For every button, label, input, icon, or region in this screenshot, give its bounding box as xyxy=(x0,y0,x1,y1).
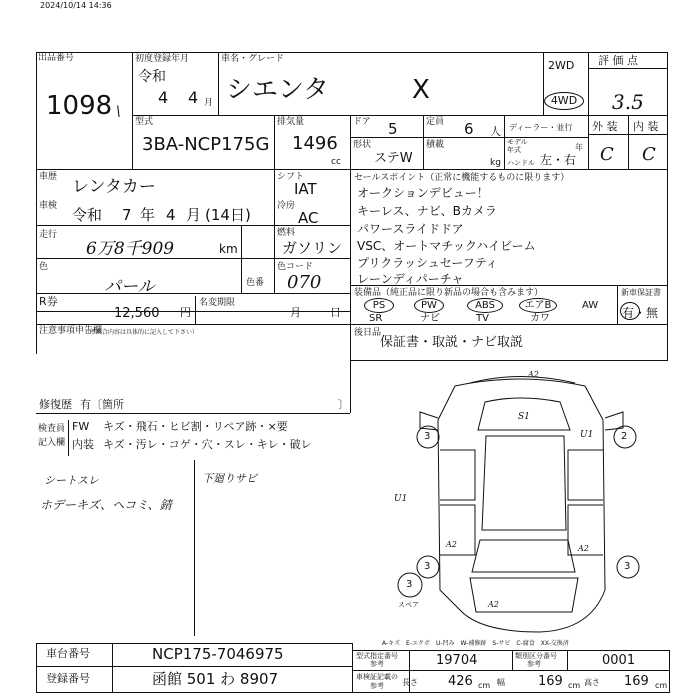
dim-label: 車検証記載の xyxy=(356,673,398,681)
first-reg-month: 4 xyxy=(188,88,199,107)
mark-right: U1 xyxy=(580,430,594,440)
note-under: 下廻りサビ xyxy=(202,472,257,485)
exterior-label: 外 装 xyxy=(592,120,618,133)
color-value: パール xyxy=(104,277,155,297)
model-year-label1: モデル xyxy=(507,138,528,146)
interior-row-value: キズ・汚レ・コゲ・穴・スレ・キレ・破レ xyxy=(103,438,312,451)
spare-wheel-text: 3 xyxy=(406,579,413,590)
name-change-month: 月 xyxy=(290,306,301,319)
color-code-label: 色コード xyxy=(277,262,314,272)
displacement-label: 排気量 xyxy=(277,117,305,127)
equip-aw: AW xyxy=(582,300,599,311)
mileage-unit: km xyxy=(219,242,238,256)
exterior-grade: C xyxy=(600,144,614,165)
color-code: 070 xyxy=(287,272,322,293)
caution-note: （不具合内容は具体的に記入して下さい） xyxy=(84,329,199,336)
displacement-value: 1496 xyxy=(292,133,338,154)
wheel-rl-text: 3 xyxy=(424,561,431,572)
lot-tick: \ xyxy=(116,104,121,120)
later-items-value: 保証書・取説・ナビ取説 xyxy=(380,335,524,350)
recycle-label: R券 xyxy=(39,295,58,308)
handle-value: 左・右 xyxy=(540,153,577,167)
mark-rear: A2 xyxy=(488,600,499,609)
width-value: 169 xyxy=(538,674,563,689)
damage-legend: A-キズ E-エクボ U-凹み W-補修跡 S-サビ C-腐食 XX-交換済 xyxy=(382,640,569,647)
door-label: ドア xyxy=(353,117,371,127)
repair-history-value: 有〔箇所 xyxy=(80,398,124,411)
chassis-value: NCP175-7046975 xyxy=(152,645,284,663)
new-warranty-label: 新車保証書 xyxy=(621,288,661,297)
mark-rear-left: A2 xyxy=(446,540,457,549)
shift-label: シフト xyxy=(277,172,305,182)
capacity-unit: 人 xyxy=(490,125,501,138)
inspection-era: 令和 xyxy=(72,206,103,224)
mark-rear-right: A2 xyxy=(578,544,589,553)
spare-label: スペア xyxy=(398,601,419,609)
car-name-label: 車名・グレード xyxy=(221,54,285,64)
model-value: 3BA-NCP175G xyxy=(142,134,270,155)
class-ref: 参考 xyxy=(527,660,541,668)
timestamp: 2024/10/14 14:36 xyxy=(40,1,112,10)
capacity-label: 定員 xyxy=(426,117,445,127)
interior-grade: C xyxy=(642,144,656,165)
interior-row-label: 内装 xyxy=(72,438,94,451)
mark-front: A2 xyxy=(528,370,539,379)
model-label: 型式 xyxy=(135,117,154,127)
registration-label: 登録番号 xyxy=(46,672,90,685)
name-change-label: 名変期限 xyxy=(199,298,236,308)
car-grade: X xyxy=(412,75,430,105)
width-label: 幅 xyxy=(497,678,505,687)
sales-point-item: プリクラッシュセーフティ xyxy=(357,256,498,270)
caution-label: 注意事項申告欄 xyxy=(39,326,103,336)
inspection-month: 4 xyxy=(166,206,176,224)
sales-point-item: パワースライドドア xyxy=(357,222,464,236)
color-label: 色 xyxy=(39,262,49,272)
note-body: ホデーキズ、ヘコミ、錆 xyxy=(40,498,172,512)
rear-window xyxy=(472,540,575,572)
equip-airbag: エアB xyxy=(519,298,557,313)
equip-pw: PW xyxy=(414,298,444,313)
load-label: 積載 xyxy=(426,140,445,150)
equip-abs: ABS xyxy=(467,298,503,313)
note-seat: シートスレ xyxy=(44,474,99,487)
dim-ref: 参考 xyxy=(370,682,384,690)
ac-label: 冷房 xyxy=(277,201,296,211)
later-items-label: 後日品 xyxy=(354,328,382,338)
fuel-label: 燃料 xyxy=(277,228,296,238)
new-warranty-value: 有・無 xyxy=(622,306,659,320)
equip-navi: ナビ xyxy=(420,313,440,324)
equipment-label: 装備品（純正品に限り新品の場合も含みます） xyxy=(354,288,544,298)
mark-left: U1 xyxy=(394,494,408,504)
sales-points-label: セールスポイント（正常に機能するものに限ります） xyxy=(354,173,570,183)
first-reg-year: 4 xyxy=(158,88,169,107)
first-reg-era: 令和 xyxy=(138,69,166,85)
first-reg-month-unit: 月 xyxy=(204,98,214,108)
designation-ref: 参考 xyxy=(370,660,384,668)
interior-label: 内 装 xyxy=(633,120,659,133)
designation-label: 型式指定番号 xyxy=(356,652,398,660)
fw-label: FW xyxy=(72,420,90,433)
shape-value: ステW xyxy=(374,151,413,166)
shape-label: 形状 xyxy=(353,140,372,150)
sales-point-item: キーレス、ナビ、Bカメラ xyxy=(357,204,497,218)
model-year-unit: 年 xyxy=(575,143,583,152)
rating-label: 評 価 点 xyxy=(598,54,638,67)
shift-value: IAT xyxy=(294,180,317,198)
repair-history-label: 修復歴 xyxy=(39,398,72,411)
mileage-label: 走行 xyxy=(39,230,58,240)
load-unit: kg xyxy=(490,158,501,168)
capacity-value: 6 xyxy=(464,120,474,138)
fw-value: キズ・飛石・ヒビ割・リペア跡・×要 xyxy=(103,420,288,433)
height-unit: cm xyxy=(655,681,668,690)
ac-value: AC xyxy=(298,209,319,227)
inspection-day: (14日) xyxy=(205,206,251,224)
height-value: 169 xyxy=(624,674,649,689)
inspection-month-unit: 月 xyxy=(186,206,202,224)
length-value: 426 xyxy=(448,674,473,689)
height-label: 高さ xyxy=(584,678,600,687)
left-front-door xyxy=(440,450,475,500)
fuel-value: ガソリン xyxy=(282,239,343,257)
designation-value: 19704 xyxy=(436,653,478,668)
equip-tv: TV xyxy=(476,313,489,324)
tailgate xyxy=(470,578,578,612)
wheel-rr-text: 3 xyxy=(624,561,631,572)
inspection-year: 7 xyxy=(122,206,132,224)
car-name: シエンタ xyxy=(226,75,329,105)
repair-history-close: 〕 xyxy=(338,398,349,411)
sales-point-item: オークションデビュー！ xyxy=(357,186,489,200)
roof xyxy=(482,436,566,530)
rating-value: 3.5 xyxy=(612,90,644,114)
inspection-year-unit: 年 xyxy=(140,206,156,224)
drive-4wd: 4WD xyxy=(550,94,578,107)
recycle-value: 12,560 xyxy=(114,306,160,321)
inspection-label: 車検 xyxy=(39,201,58,211)
class-label: 類別区分番号 xyxy=(515,652,557,660)
sales-point-item: VSC、オートマチックハイビーム xyxy=(357,239,536,253)
wheel-fl-text: 3 xyxy=(424,431,431,442)
mark-hood: S1 xyxy=(518,412,530,422)
class-value: 0001 xyxy=(602,653,636,668)
equip-ps: PS xyxy=(364,298,394,313)
lot-number: 1098 xyxy=(46,91,113,121)
sales-point-item: レーンディパーチャ xyxy=(357,272,464,286)
recycle-unit: 円 xyxy=(180,306,191,319)
length-label: 長さ xyxy=(402,678,418,687)
length-unit: cm xyxy=(478,681,491,690)
width-unit: cm xyxy=(568,681,581,690)
history-value: レンタカー xyxy=(72,177,156,197)
wheel-fr-text: 2 xyxy=(621,431,628,442)
color-number-label: 色番 xyxy=(246,278,265,288)
history-label: 車歴 xyxy=(39,172,58,182)
drive-2wd: 2WD xyxy=(548,59,575,72)
first-reg-label: 初度登録年月 xyxy=(135,54,190,64)
name-change-day: 日 xyxy=(330,306,341,319)
handle-label: ハンドル xyxy=(507,159,535,167)
inspector-label-2: 記入欄 xyxy=(38,438,66,448)
chassis-label: 車台番号 xyxy=(46,647,90,660)
lot-label: 出品番号 xyxy=(38,53,75,63)
mileage-value: 6万8千909 xyxy=(86,239,175,259)
right-front-door xyxy=(568,450,603,500)
door-value: 5 xyxy=(388,120,398,138)
model-year-label2: 年式 xyxy=(507,146,521,154)
equip-sr: SR xyxy=(369,313,383,324)
inspector-label-1: 検査員 xyxy=(38,424,66,434)
displacement-unit: cc xyxy=(331,157,341,167)
equip-leather: カワ xyxy=(530,313,550,324)
dealer-label: ディーラー・並行 xyxy=(509,123,573,132)
registration-value: 函館 501 わ 8907 xyxy=(152,670,279,688)
